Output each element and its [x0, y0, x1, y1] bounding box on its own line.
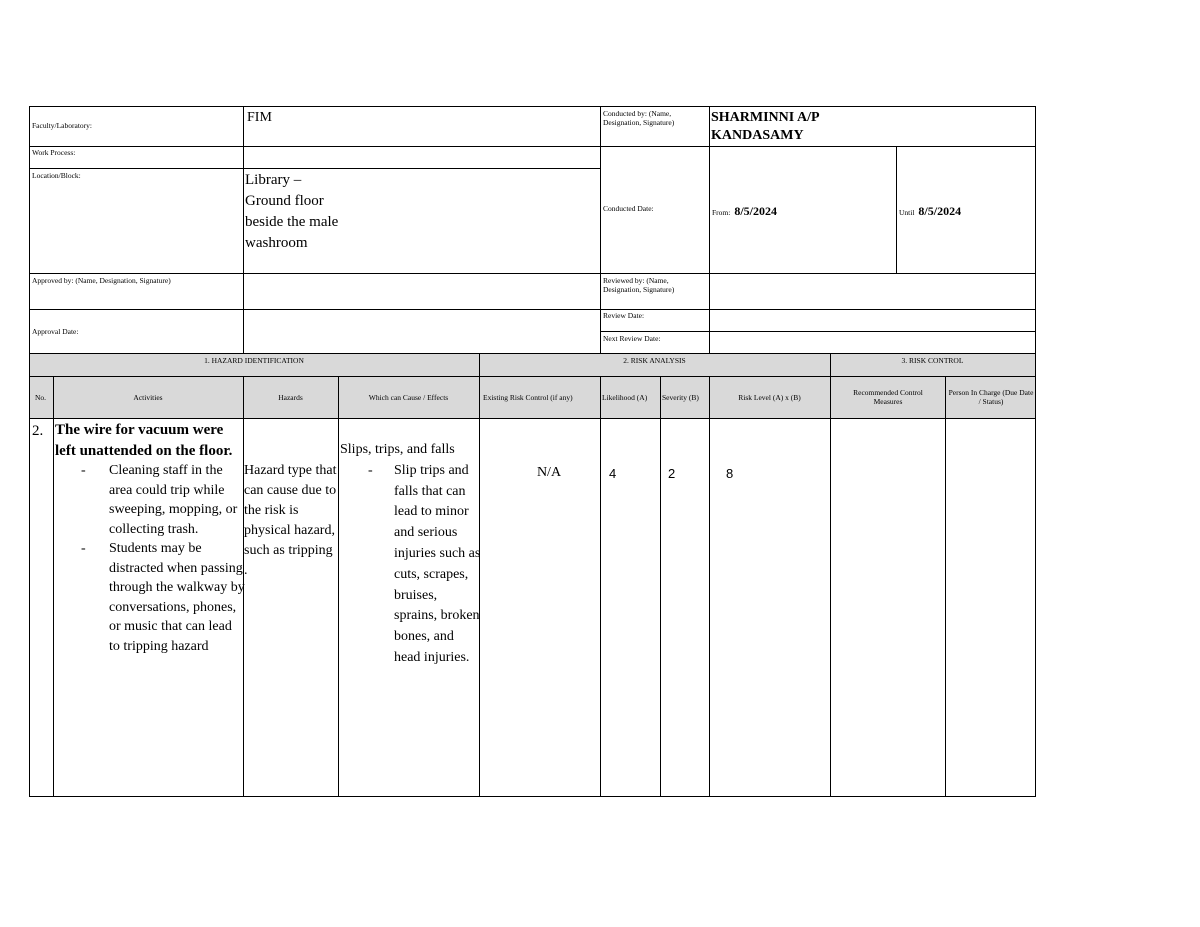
activity-cell [55, 420, 245, 656]
review-date-label: Review Date: [603, 311, 645, 320]
grid-line [600, 376, 601, 796]
location-label: Location/Block: [32, 171, 81, 180]
grid-line [29, 273, 1036, 274]
col-hazards: Hazards [278, 393, 303, 402]
grid-line [243, 106, 244, 353]
grid-line [601, 309, 1036, 310]
grid-line [29, 418, 1036, 419]
faculty-value: FIM [247, 110, 272, 125]
effect-title: Slips, trips, and falls [340, 442, 455, 457]
work-process-label: Work Process: [32, 148, 76, 157]
grid-line [29, 106, 1036, 107]
activity-points [55, 461, 245, 656]
next-review-date-label: Next Review Date: [603, 334, 661, 343]
grid-line [709, 376, 710, 796]
grid-line [29, 309, 601, 310]
hazard-cell: Hazard type that can cause due to the risk is physical hazard, such as tripping . [244, 463, 337, 578]
col-existing-control: Existing Risk Control (if any) [483, 393, 573, 402]
activity-point: - Students may be distracted when passing through the walkway by conversations, phones, or music that can lead to tripping hazard [55, 539, 245, 656]
col-activities: Activities [133, 393, 163, 402]
col-person-in-charge: Person In Charge (Due Date / Status) [948, 388, 1034, 406]
grid-line [709, 106, 710, 353]
grid-line [830, 353, 831, 796]
reviewed-by-label: Reviewed by: (Name, Designation, Signature) [603, 276, 675, 294]
col-likelihood: Likelihood (A) [602, 393, 648, 402]
effect-cell [340, 440, 481, 669]
col-risk-level: Risk Level (A) x (B) [738, 393, 801, 402]
grid-line [29, 353, 1036, 354]
risk-level-value: 8 [726, 466, 734, 481]
grid-line [338, 376, 339, 796]
section-risk-control: 3. RISK CONTROL [901, 356, 964, 365]
conducted-from [712, 202, 777, 220]
grid-line [945, 376, 946, 796]
grid-line [600, 106, 601, 353]
col-effects: Which can Cause / Effects [368, 393, 449, 402]
effect-points [340, 461, 481, 669]
col-no: No. [35, 393, 47, 402]
grid-line [29, 106, 30, 796]
grid-line [896, 146, 897, 273]
until-label: Until [899, 208, 915, 217]
from-date: 8/5/2024 [734, 204, 778, 218]
location-value: Library – Ground floor beside the male washroom [245, 172, 339, 251]
grid-line [29, 376, 1036, 377]
row-number: 2. [32, 423, 44, 439]
existing-control-value: N/A [536, 465, 562, 480]
from-label: From: [712, 208, 731, 217]
grid-line [601, 331, 1036, 332]
conducted-by-value: SHARMINNI A/P KANDASAMY [711, 110, 819, 143]
grid-line [29, 146, 1036, 147]
activity-point: - Cleaning staff in the area could trip while sweeping, mopping, or collecting trash. [55, 461, 245, 539]
conducted-date-label: Conducted Date: [603, 204, 654, 213]
effect-point: - Slip trips and falls that can lead to minor and serious injuries such as cuts, scrapes, bruises, sprains, broken bones, and head injuries. [340, 461, 481, 669]
section-hazard-identification: 1. HAZARD IDENTIFICATION [204, 356, 304, 365]
section-risk-analysis: 2. RISK ANALYSIS [623, 356, 686, 365]
grid-line [53, 376, 54, 796]
approved-by-label: Approved by: (Name, Designation, Signature) [32, 276, 171, 285]
grid-line [29, 796, 1036, 797]
until-date: 8/5/2024 [918, 204, 962, 218]
likelihood-value: 4 [609, 466, 617, 481]
conducted-by-label: Conducted by: (Name, Designation, Signature) [603, 109, 675, 127]
conducted-until [899, 202, 961, 220]
activity-title: The wire for vacuum were left unattended on the floor. [55, 422, 233, 459]
approval-date-label: Approval Date: [32, 327, 79, 336]
grid-line [1035, 106, 1036, 796]
col-recommended: Recommended Control Measures [853, 388, 923, 406]
col-severity: Severity (B) [662, 393, 699, 402]
grid-line [660, 376, 661, 796]
faculty-label: Faculty/Laboratory: [32, 121, 92, 130]
severity-value: 2 [668, 466, 676, 481]
grid-line [29, 168, 601, 169]
